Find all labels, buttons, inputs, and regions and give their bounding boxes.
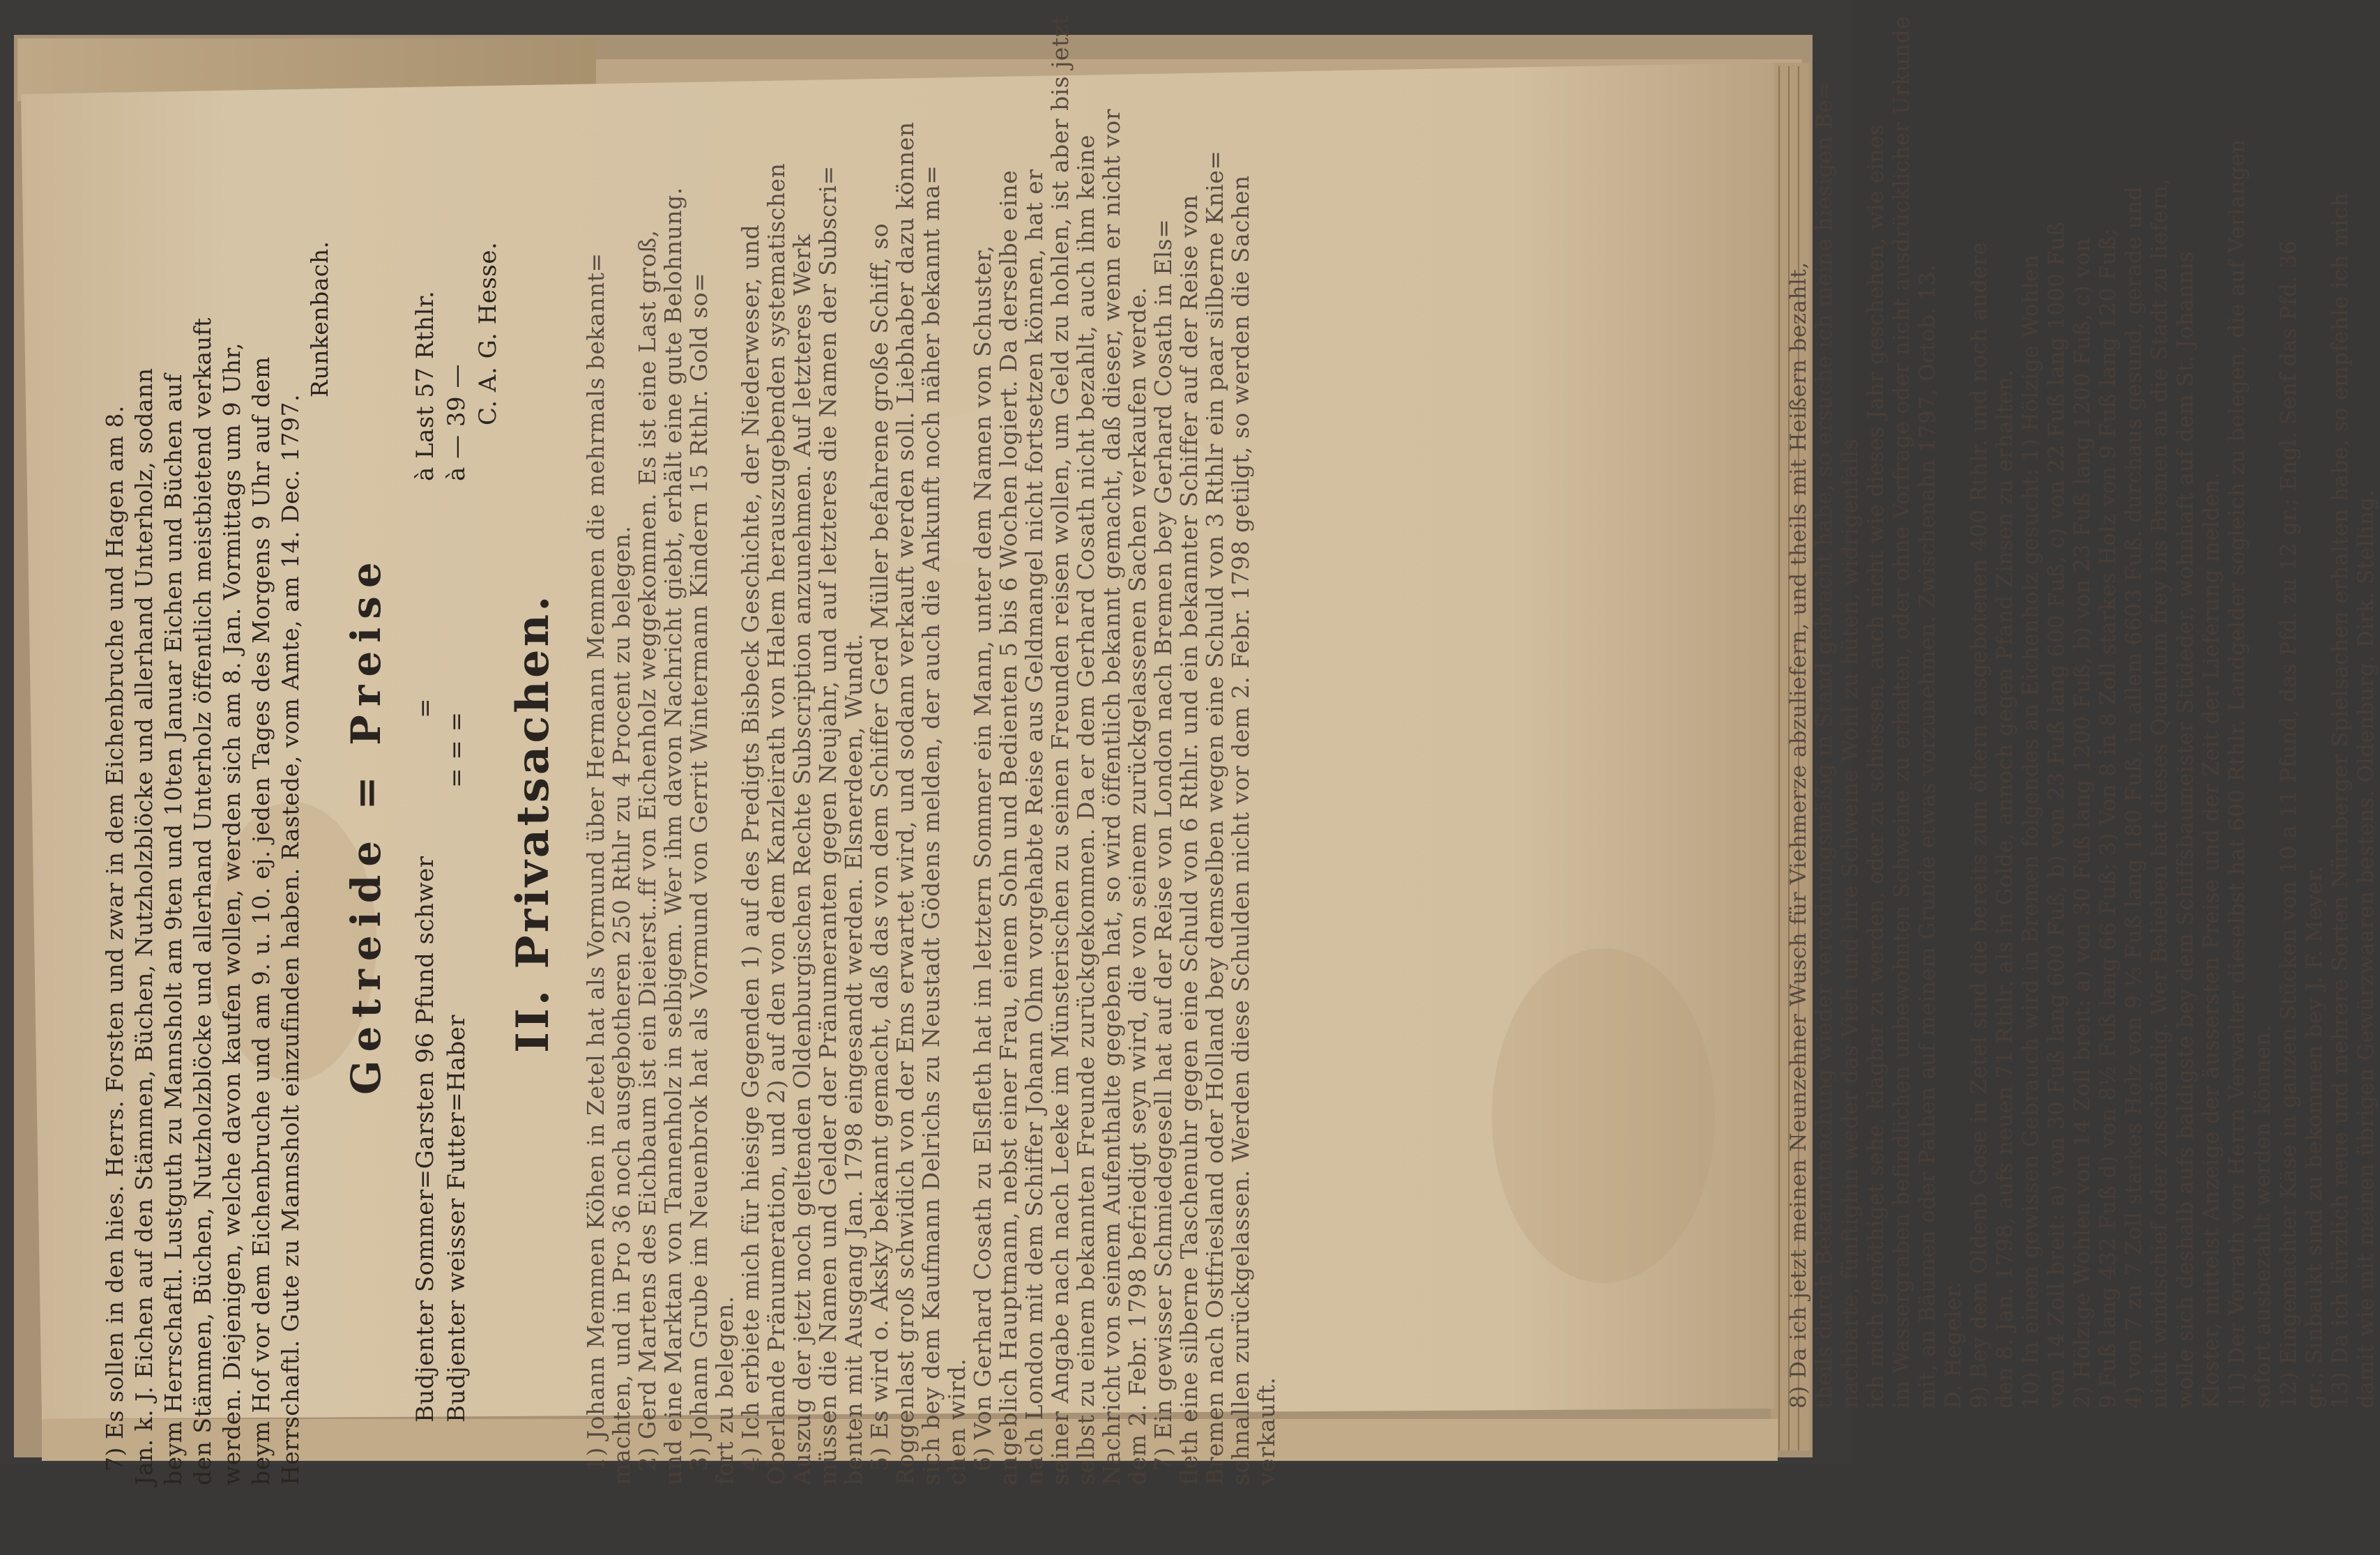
section-line-27: verkauft. (1253, 1376, 1280, 1485)
section-line-15: chen wird. (943, 1358, 970, 1485)
section-line-31: ich mich genöthiget sehe, klagbar zu werden, oder zu schiessen, auch nicht wie dieses Jahr geschehen, wie eines (1863, 123, 1889, 1409)
section-line-5: 3) Johann Grube im Neuenbrok hat als Vormund von Gerrit Wintermann Kindern 15 Rthlr. Gold so= (685, 272, 712, 1471)
notice-7-line-7: Herrschaftl. Gute zu Mannsholt einzufinden haben. Rastede, vom Amte, am 14. Dec. 1797. (277, 394, 304, 1485)
section-line-21: Nachricht von seinem Aufenthalte gegeben hat, so wird öffentlich bekannt gemacht, daß dieser, wenn er nicht vor (1098, 108, 1125, 1485)
notice-7-signature: Runkenbach. (306, 241, 333, 397)
section-line-10: müssen die Namen und Gelder der Pränumeranten gegen Neujahr, und auf letzteres die Namen der Subscri= (814, 165, 841, 1485)
section-line-3: 2) Gerd Martens des Eichbaum ist ein Dieierst..ff von Eichenholz weggekommen. Es ist eine Last groß, (634, 229, 661, 1471)
section-line-11: benten mit Ausgang Jan. 1798 eingesandt werden. Elsnerdeen, Wundt. (840, 632, 867, 1485)
price-row-1-value: à Last 57 Rthlr. (411, 290, 439, 481)
section-line-35: 9) Bey dem Oldenb Gose in Zetel sind die bereits zum öftern ausgebotenen 400 Rthlr. und noch andere (1967, 241, 1992, 1409)
price-row-2-item: Budjenter weisser Futter=Haber (443, 1015, 471, 1423)
notice-7-line-4: den Stämmen, Büchen, Nutzholzblöcke und allerhand Unterholz öffentlich meistbietend verkauft (189, 317, 216, 1485)
notice-7-line-3: beym Herrschaftl. Lustguth zu Mannsholt am 9ten und 10ten Januar Eichen und Büchen auf (160, 374, 187, 1485)
section-line-32: im Wassergraben befindlichen unbewohnten Schweine zu erhalten, oder ohne Vorfrage oder nicht ausdrücklicher Urkunde (1889, 15, 1914, 1409)
section-line-2: machten, und in Pro 36 noch ausgebotheren 250 Rthlr zu 4 Procent zu belegen. (608, 525, 635, 1485)
section-line-16: 6) Von Gerhard Cosath zu Elsfleth hat im letztern Sommer ein Mann, unter dem Namen von Schuster, (969, 245, 996, 1471)
section-line-26: schnallen zurückgelassen. Werden diese Schulden nicht vor dem 2. Febr. 1798 getilgt, so werden die Sachen (1227, 175, 1254, 1485)
section-line-25: Bremen nach Ostfriesland oder Holland bey demselben wegen eine Schuld von 3 Rthlr ein paar silberne Knie= (1201, 150, 1228, 1485)
section-line-9: Auszug der jetzt noch geltenden Oldenburgischen Rechte Subscription anzunehmen. Auf letzteres Werk (788, 234, 816, 1485)
section-line-19: seiner Angabe nach nach Leeke im Münsterischen zu seinen Freunden reisen wollen, um Geld zu hohlen, ist aber bis jetzt (1046, 15, 1074, 1485)
section-line-44: Kloster, mittelst Anzeige der äussersten Preise und der Zeit der Lieferung melden. (2199, 471, 2224, 1409)
section-line-1: 1) Johann Memmen Köhen in Zetel hat als Vormund über Hermann Memmen die mehrmals bekannt= (582, 252, 609, 1471)
section-line-47: 12) Eingemachter Käse in ganzen Stücken von 10 a 11 Pfund, das Pfd. zu 12 gr.; Engl. Senf das Pfd. 36 (2276, 240, 2301, 1409)
section-line-50: damit wie mit meinen übrigen Gewürzwaaren bestens. Oldenburg. Dirk. Stelling. (2354, 490, 2379, 1409)
section-line-4: und eine Marktan von Tannenholz in selbigem. Wer ihm davon Nachricht giebt, erhält eine gute Belohnung. (659, 187, 687, 1485)
section-line-46: sofort ausbezahlt werden können. (2250, 1024, 2275, 1409)
section-line-30: nachbarte, fünftighin weder das Vieh und ihre Schweine Wohl zu hüten, widrigenfalls (1838, 438, 1863, 1409)
section-line-8: Oberlande Pränumeration, und 2) auf den von dem Kanzleirath von Halem herauszugebenden systematischen (763, 162, 790, 1485)
section-line-18: nach London mit dem Schiffer Johann Ohm vorgehabte Reise aus Geldmangel nicht fortsetzen können, hat er (1021, 169, 1048, 1485)
section-line-41: 4) von 7 zu 7 Zoll starkes Holz von 9 ⅓ Fuß lang 180 Fuß, in allem 6603 Fuß. durchaus gesund, gerade und (2121, 185, 2146, 1409)
section-line-22: dem 2. Febr. 1798 befriedigt seyn wird, die von seinem zurückgelassenen Sachen verkaufen werde. (1124, 287, 1151, 1485)
section-line-7: 4) Ich erbiete mich für hiesige Gegenden 1) auf des Predigts Bisbeck Geschichte, der Niederweser, und (737, 224, 764, 1471)
price-heading: Getreide = Preise (342, 554, 390, 1095)
price-row-2-value: à — 39 — (443, 364, 471, 481)
section-line-17: angeblich Hauptmann, nebst einer Frau, einem Sohn und Bedienten 5 bis 6 Wochen logiert. Da derselbe eine (995, 169, 1022, 1485)
section-line-24: fleth eine silberne Taschenuhr gegen eine Schuld von 6 Rthlr. und ein bekannter Schiffer auf der Reise von (1175, 195, 1203, 1485)
section-line-43: wolle sich deshalb aufs baldigste bey dem Schiffsbaumeister Stüdeder, wohnhaft auf dem St. Johannis (2173, 250, 2198, 1409)
section-line-23: 7) Ein gewisser Schmiedegesell hat auf der Reise von London nach Bremen bey Gerhard Cosath in Els= (1150, 218, 1177, 1471)
notice-7-line-1: 7) Es sollen in den hies. Herrs. Forsten und zwar in dem Eichenbruche und Hagen am 8. (101, 405, 128, 1471)
notice-7-line-6: beym Hof vor dem Eichenbruche und am 9. u. 10. ej. jeden Tages des Morgens 9 Uhr auf dem (247, 356, 275, 1485)
section-line-33: mit, an Bäumen oder Pathen auf meinem Grunde etwas vorzunehmen. Zwischenahn 1797, Octob. 13. (1915, 264, 1940, 1409)
section-line-45: 11) Der Vorrath von Herrn Verwalter dieselbst hat 600 Rthlr. Landgelder sogleich zu belegen, die auf Verlangen (2225, 139, 2250, 1409)
section-line-34: D. Hegeler. (1941, 1281, 1966, 1409)
section-line-48: gr.; Sinbaukt sind zu bekommen bey J. F. Meyer. (2302, 865, 2327, 1409)
price-signature: C. A. G. Hesse. (474, 241, 502, 425)
section-line-36: den 8. Jan. 1798, aufs neuen 71 Rthlr. als in Golde, annoch gegen Pfand Zinsen zu erhalten. (1992, 369, 2017, 1409)
notice-7-line-5: werden. Diejenigen, welche davon kaufen wollen, werden sich am 8. Jan. Vormittags um 9 Uhr, (218, 342, 245, 1485)
section-line-49: 13) Da ich kürzlich neue und mehrere Sorten Nürnberger Spielsachen erhalten habe, so empfehle ich mich (2328, 192, 2353, 1409)
section-title: II. Privatsachen. (507, 593, 559, 1053)
section-line-37: 10) In einem gewissen Gebrauch wird in Bremen folgendes an Eichenholz gesucht: 1) Hölzige Wohlen (2018, 254, 2043, 1409)
section-line-6: fort zu belegen. (711, 1296, 738, 1485)
section-line-39: 2) Hölzige Wohlen von 14 Zoll breit: a) von 30 Fuß lang 1200 Fuß, b) von 23 Fuß lang 1200 Fuß, c) von (2070, 237, 2095, 1409)
price-row-1-ditto: = (411, 698, 439, 718)
notice-7-line-2: Jan. k. J. Eichen auf den Stämmen, Büchen, Nutzholzblöcke und allerhand Unterholz, sodann (130, 367, 158, 1485)
section-line-38: von 14 Zoll breit: a) von 30 Fuß lang 600 Fuß, b) von 23 Fuß lang 600 Fuß, c) von 22 Fuß lang 1000 Fuß (2044, 221, 2069, 1409)
section-line-42: nicht windschief oder zuschändig. Wer Belieben hat dieses Quantum frey bis Bremen an die Stadt zu liefern, (2147, 178, 2172, 1409)
section-line-12: 5) Es wird o. Aksky bekannt gemacht, daß das von dem Schiffer Gerd Müller befahrene große Schiff, so (866, 222, 893, 1471)
section-line-14: sich bey dem Kaufmann Delrichs zu Neustadt Gödens melden, der auch die Ankunft noch näher bekannt ma= (917, 165, 945, 1485)
section-line-40: 9 Fuß lang 432 Fuß d) von 8½ Fuß lang 66 Fuß; 3) Von 8 in 8 Zoll starkes Holz von 9 Fuß lang 120 Fuß; (2096, 228, 2121, 1409)
price-row-2-ditto: = = = (443, 711, 471, 788)
price-row-1-item: Budjenter Sommer=Garsten 96 Pfund schwer (411, 856, 439, 1423)
section-line-28: 8) Da ich jetzt meinen Neunzehner Wusch für Viehmerze abzuliefern, und theils mit Heißern bezahlt, (1786, 261, 1811, 1409)
section-line-13: Roggenlast groß schwidich von der Ems erwartet wird, und sodann verkauft werden soll. Liebhaber dazu können (892, 121, 919, 1485)
section-line-29: theils durch Bekanntmachung wieder verordnungsmäßig in Stand gebracht habe, so ersuche ich meine hiesigen Be= (1812, 81, 1837, 1409)
section-line-20: selbst zu einem bekannten Freunde zurückgekommen. Da er dem Gerhard Cosath nicht bezahlt, auch ihm keine (1072, 134, 1099, 1485)
